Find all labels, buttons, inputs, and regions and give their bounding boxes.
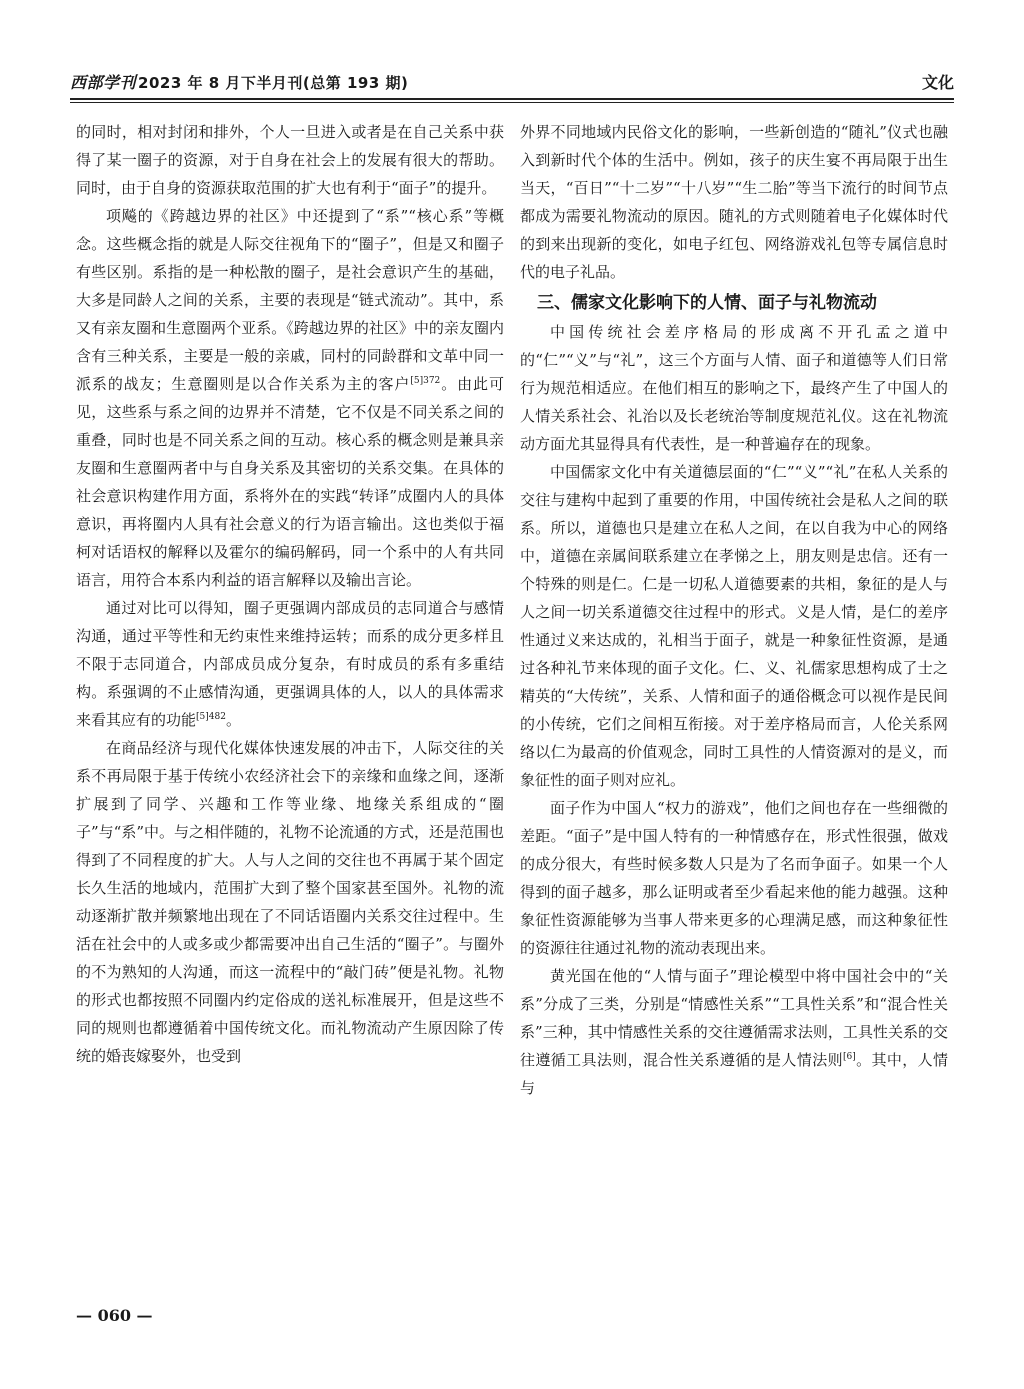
paragraph: 在商品经济与现代化媒体快速发展的冲击下，人际交往的关系不再局限于基于传统小农经济社会下的亲缘和血缘之间，逐渐扩展到了同学、兴趣和工作等业缘、地缘关系组成的“圈子”与“系”中。与之相伴随的，礼物不论流通的方式，还是范围也得到了不同程度的扩大。人与人之间的交往也不再属于某个固定长久生活的地域内，范围扩大到了整个国家甚至国外。礼物的流动逐渐扩散并频繁地出现在了不同话语圈内关系交往过程中。生活在社会中的人或多或少都需要冲出自己生活的“圈子”。与圈外的不为熟知的人沟通，而这一流程中的“敲门砖”便是礼物。礼物的形式也都按照不同圈内约定俗成的送礼标准展开，但是这些不同的规则也都遵循着中国传统文化。而礼物流动产生原因除了传统的婚丧嫁娶外，也受到 [76, 739, 504, 1065]
header-rule-thick [70, 98, 954, 100]
paragraph-text: 。由此可见，这些系与系之间的边界并不清楚，它不仅是不同关系之间的重叠，同时也是不同关系之间的互动。核心系的概念则是兼具亲友圈和生意圈两者中与自身关系及其密切的关系交集。在具体的社会意识构建作用方面，系将外在的实践“转译”成圈内人的具体意识，再将圈内人具有社会意义的行为语言输出。这也类似于福柯对话语权的解释以及霍尔的编码解码，同一个系中的人有共同语言，用符合本系内利益的语言解释以及输出言论。 [76, 375, 504, 589]
paragraph: 中国传统社会差序格局的形成离不开孔孟之道中的“仁”“义”与“礼”，这三个方面与人情、面子和道德等人们日常行为规范相适应。在他们相互的影响之下，最终产生了中国人的人情关系社会、礼治以及长老统治等制度规范礼仪。这在礼物流动方面尤其显得具有代表性，是一种普遍存在的现象。 [520, 323, 948, 453]
paragraph-text: 项飚的《跨越边界的社区》中还提到了“系”“核心系”等概念。这些概念指的就是人际交往视角下的“圈子”，但是又和圈子有些区别。系指的是一种松散的圈子，是社会意识产生的基础，大多是同龄人之间的关系，主要的表现是“链式流动”。其中，系又有亲友圈和生意圈两个亚系。《跨越边界的社区》中的亲友圈内含有三种关系，主要是一般的亲戚，同村的同龄群和文革中同一派系的战友；生意圈则是以合作关系为主的客户 [76, 207, 504, 393]
citation: [5]482 [196, 712, 226, 722]
citation: [6] [842, 1052, 856, 1062]
header-rule-thin [70, 102, 954, 103]
paragraph-text: 。 [225, 711, 241, 729]
citation: [5]372 [410, 376, 441, 386]
page-header [70, 60, 954, 100]
paragraph-text: 通过对比可以得知，圈子更强调内部成员的志同道合与感情沟通，通过平等性和无约束性来维持运转；而系的成分更多样且不限于志同道合，内部成员成分复杂，有时成员的系有多重结构。系强调的不止感情沟通，更强调具体的人，以人的具体需求来看其应有的功能 [76, 599, 504, 729]
journal-logo: 西部学刊 [70, 73, 137, 92]
paragraph-text: 黄光国在他的“人情与面子”理论模型中将中国社会中的“关系”分成了三类，分别是“情感性关系”“工具性关系”和“混合性关系”三种，其中情感性关系的交往遵循需求法则，工具性关系的交往遵循工具法则，混合性关系遵循的是人情法则 [520, 967, 948, 1069]
paragraph [76, 594, 504, 734]
paragraph [520, 962, 948, 1102]
paragraph: 外界不同地域内民俗文化的影响，一些新创造的“随礼”仪式也融入到新时代个体的生活中。例如，孩子的庆生宴不再局限于出生当天，“百日”“十二岁”“十八岁”“生二胎”等当下流行的时间节点都成为需要礼物流动的原因。随礼的方式则随着电子化媒体时代的到来出现新的变化，如电子红包、网络游戏礼包等专属信息时代的电子礼品。 [520, 123, 948, 281]
section-name: 文化 [921, 73, 954, 92]
right-column [520, 118, 948, 1293]
page-number: — 060 — [76, 1306, 153, 1325]
paragraph: 中国儒家文化中有关道德层面的“仁”“义”“礼”在私人关系的交往与建构中起到了重要的作用，中国传统社会是私人之间的联系。所以，道德也只是建立在私人之间，在以自我为中心的网络中，道德在亲属间联系建立在孝悌之上，朋友则是忠信。还有一个特殊的则是仁。仁是一切私人道德要素的共相，象征的是人与人之间一切关系道德交往过程中的形式。义是人情，是仁的差序性通过义来达成的，礼相当于面子，就是一种象征性资源，是通过各种礼节来体现的面子文化。仁、义、礼儒家思想构成了士之精英的“大传统”，关系、人情和面子的通俗概念可以视作是民间的小传统，它们之间相互衔接。对于差序格局而言，人伦关系网络以仁为最高的价值观念，同时工具性的人情资源对的是义，而象征性的面子则对应礼。 [520, 463, 948, 789]
paragraph-text: 。其中，人情与 [520, 1051, 948, 1097]
journal-issue-line [70, 70, 408, 93]
paragraph: 面子作为中国人“权力的游戏”，他们之间也存在一些细微的差距。“面子”是中国人特有的一种情感存在，形式性很强，做戏的成分很大，有些时候多数人只是为了名而争面子。如果一个人得到的面子越多，那么证明或者至少看起来他的能力越强。这种象征性资源能够为当事人带来更多的心理满足感，而这种象征性的资源往往通过礼物的流动表现出来。 [520, 799, 948, 957]
section-heading: 三、儒家文化影响下的人情、面子与礼物流动 [537, 293, 877, 313]
paragraph [76, 202, 504, 594]
issue-info: 2023 年 8 月下半月刊(总第 193 期) [138, 74, 409, 92]
paragraph: 的同时，相对封闭和排外，个人一旦进入或者是在自己关系中获得了某一圈子的资源，对于自身在社会上的发展有很大的帮助。同时，由于自身的资源获取范围的扩大也有利于“面子”的提升。 [76, 123, 504, 197]
left-column [76, 118, 504, 1293]
